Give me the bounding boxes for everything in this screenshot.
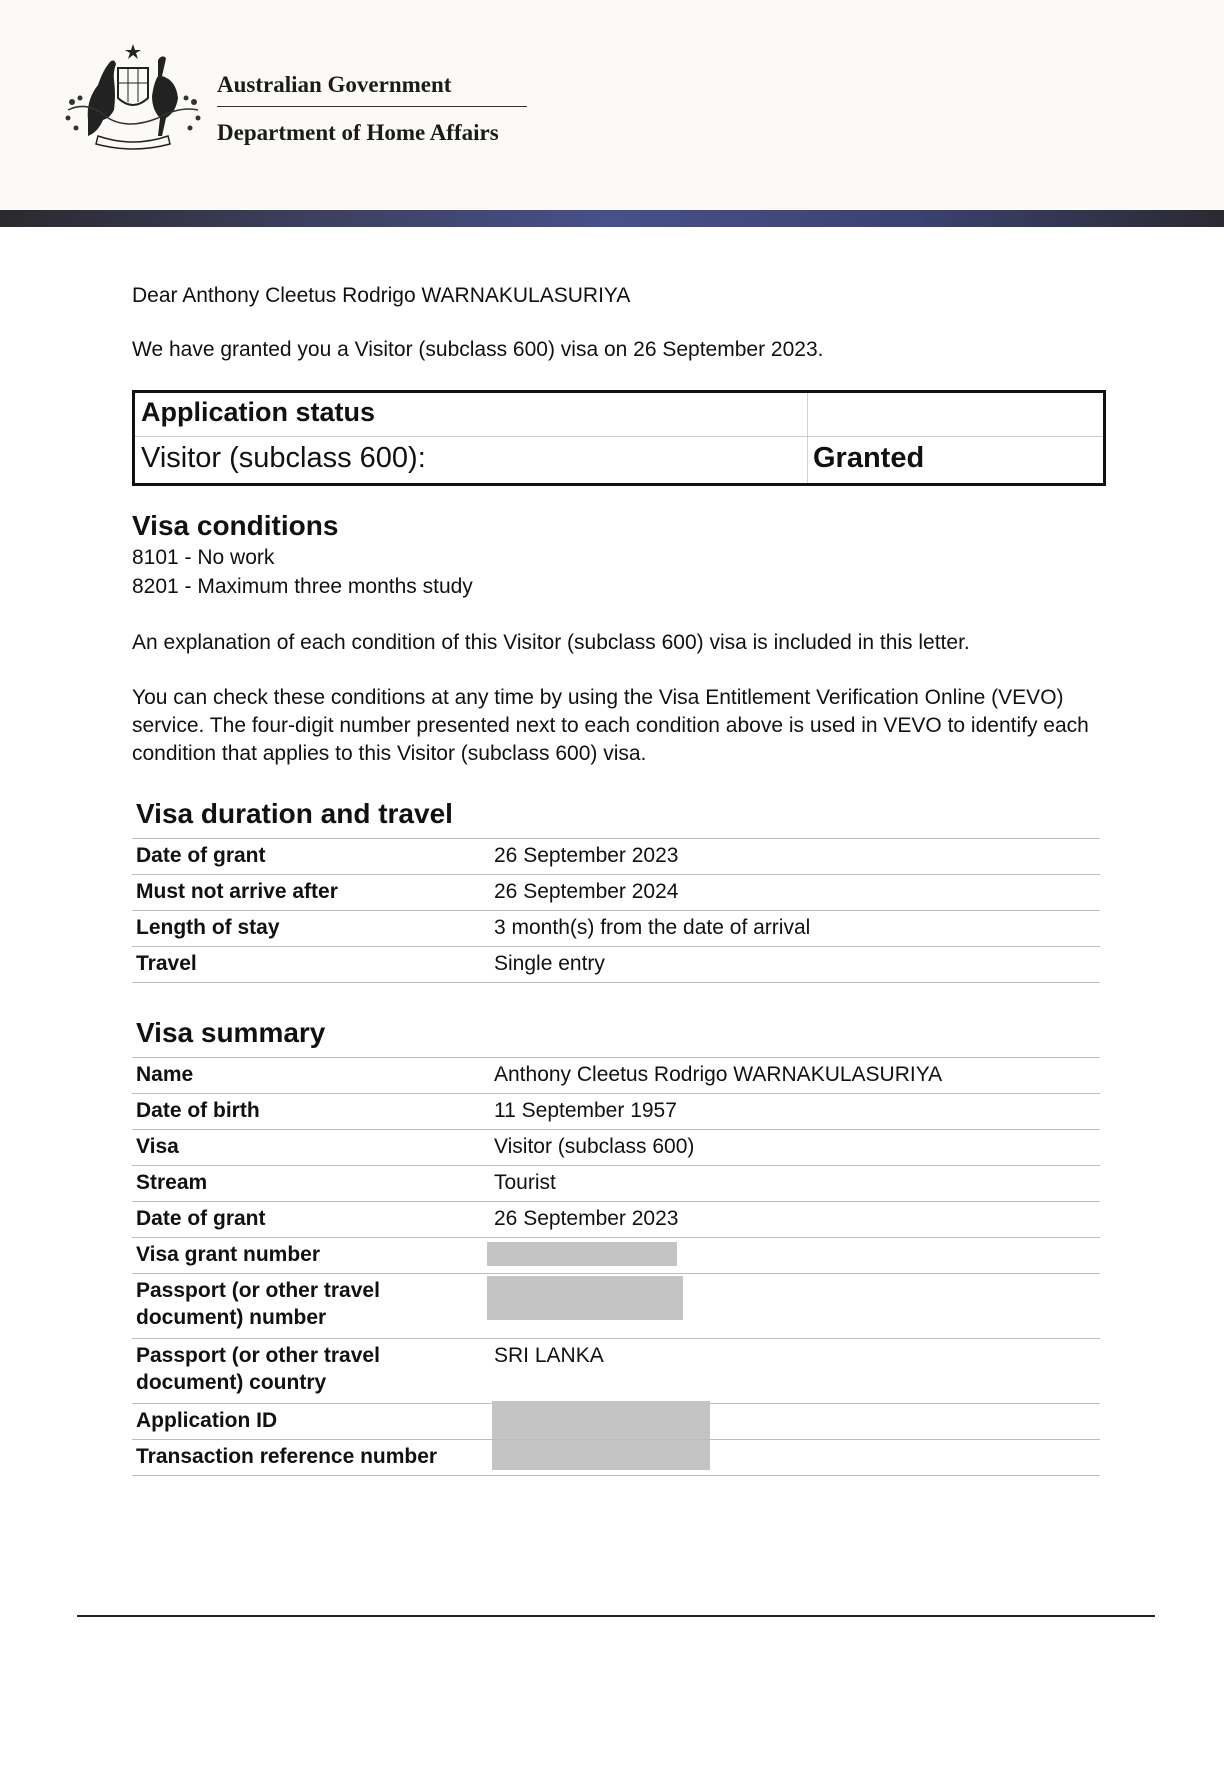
redacted-application-id: [492, 1401, 710, 1439]
duration-table: [132, 838, 1100, 983]
row-value: Tourist: [494, 1171, 556, 1194]
status-value: Granted: [813, 442, 925, 474]
row-label: Transaction reference number: [136, 1445, 438, 1468]
government-name: Australian Government: [217, 72, 527, 107]
row-label: Passport (or other travel document) number: [136, 1279, 380, 1329]
status-label: Visitor (subclass 600):: [141, 442, 426, 474]
row-value: 26 September 2024: [494, 880, 679, 903]
table-row: [132, 1130, 1100, 1166]
row-value: 26 September 2023: [494, 844, 679, 867]
row-value: SRI LANKA: [494, 1344, 604, 1367]
row-value: 11 September 1957: [494, 1099, 677, 1122]
summary-table: [132, 1057, 1100, 1476]
row-label: Visa grant number: [136, 1243, 320, 1266]
footer-rule: [77, 1615, 1155, 1617]
row-label: Visa: [136, 1135, 179, 1158]
vevo-note: You can check these conditions at any time by using the Visa Entitlement Verification Online (VEVO) service. The four-digit number presented next to each condition above is used in VEVO to identify each condition that applies to this Visitor (subclass 600) visa.: [132, 686, 1089, 765]
conditions-explanation: An explanation of each condition of this Visitor (subclass 600) visa is included in this letter.: [132, 631, 970, 654]
table-row: [132, 947, 1100, 983]
conditions-heading: Visa conditions: [132, 510, 339, 541]
summary-heading: Visa summary: [136, 1017, 326, 1048]
header-band: [0, 210, 1224, 227]
row-value: 26 September 2023: [494, 1207, 679, 1230]
row-value: Single entry: [494, 952, 605, 975]
table-row: [132, 1404, 1100, 1440]
row-label: Date of grant: [136, 844, 266, 867]
table-row: [132, 838, 1100, 875]
status-title: Application status: [141, 397, 376, 427]
application-status-box: [132, 390, 1106, 486]
letterhead: [0, 0, 1224, 210]
table-row: [132, 1202, 1100, 1238]
condition-item: 8201 - Maximum three months study: [132, 575, 473, 598]
grant-intro: We have granted you a Visitor (subclass 600) visa on 26 September 2023.: [132, 338, 824, 361]
table-row: [132, 1238, 1100, 1274]
row-value: 3 month(s) from the date of arrival: [494, 916, 811, 939]
row-label: Must not arrive after: [136, 880, 338, 903]
table-row: [132, 1440, 1100, 1476]
status-divider-vertical: [807, 393, 808, 483]
row-label: Date of birth: [136, 1099, 260, 1122]
row-label: Passport (or other travel document) country: [136, 1344, 380, 1394]
redacted-passport-number: [487, 1276, 683, 1320]
coat-of-arms-icon: [58, 40, 208, 152]
department-name: Department of Home Affairs: [217, 120, 499, 145]
row-label: Stream: [136, 1171, 208, 1194]
duration-heading: Visa duration and travel: [136, 798, 453, 829]
salutation: Dear Anthony Cleetus Rodrigo WARNAKULASURIYA: [132, 284, 631, 307]
table-row: [132, 1057, 1100, 1094]
table-row: [132, 1274, 1100, 1339]
row-label: Travel: [136, 952, 197, 975]
government-title-block: [217, 72, 527, 146]
table-row: [132, 875, 1100, 911]
table-row: [132, 1339, 1100, 1404]
status-divider: [135, 436, 1103, 437]
row-label: Length of stay: [136, 916, 280, 939]
row-label: Name: [136, 1063, 194, 1086]
row-value: Visitor (subclass 600): [494, 1135, 695, 1158]
table-row: [132, 1166, 1100, 1202]
redacted-transaction-reference: [492, 1440, 710, 1470]
row-label: Date of grant: [136, 1207, 266, 1230]
row-label: Application ID: [136, 1409, 278, 1432]
table-row: [132, 911, 1100, 947]
table-row: [132, 1094, 1100, 1130]
redacted-visa-grant-number: [487, 1242, 677, 1266]
row-value: Anthony Cleetus Rodrigo WARNAKULASURIYA: [494, 1063, 943, 1086]
condition-item: 8101 - No work: [132, 546, 275, 569]
